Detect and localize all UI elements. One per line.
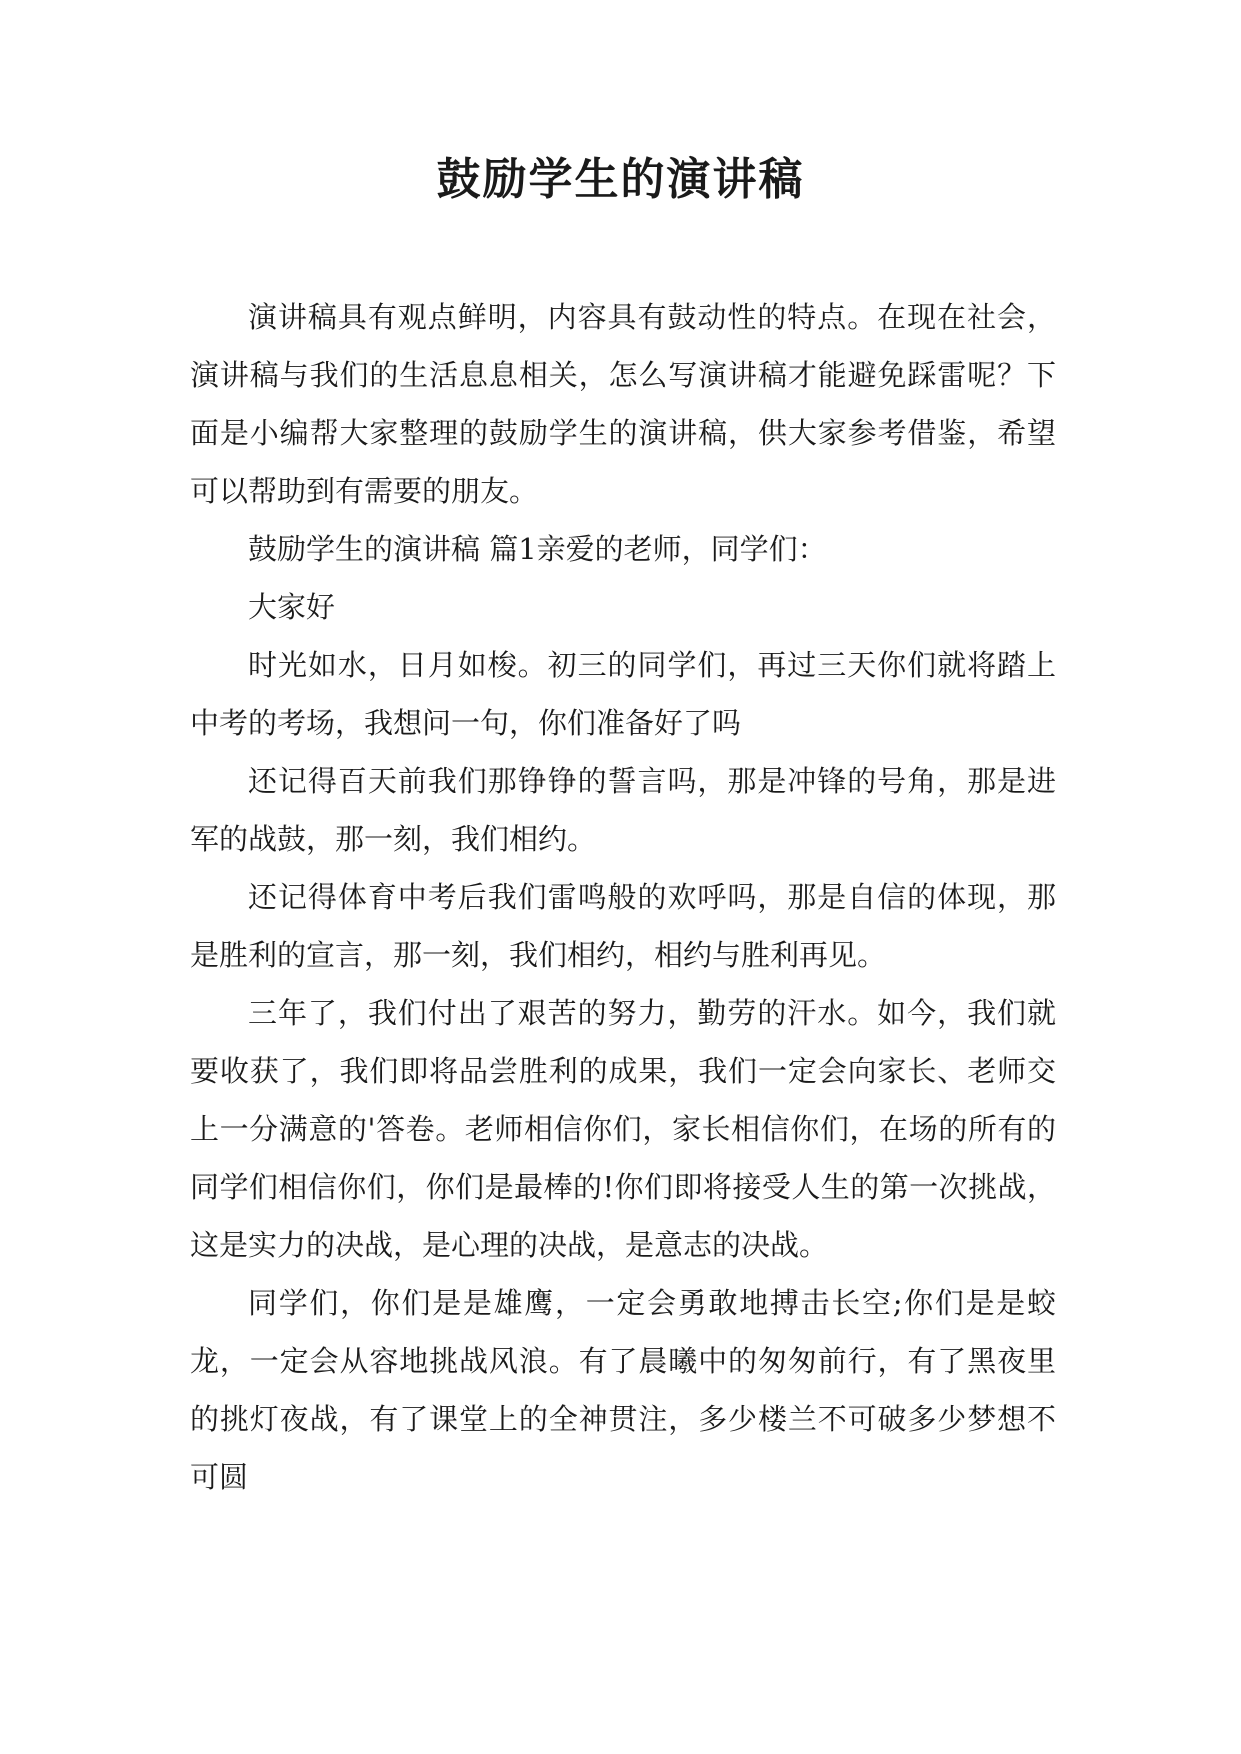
document-body	[190, 288, 1056, 1506]
paragraph-heading-salutation: 鼓励学生的演讲稿 篇1亲爱的老师，同学们：	[248, 532, 827, 566]
paragraph-pe-exam: 还记得体育中考后我们雷鸣般的欢呼吗，那是自信的体现，那是胜利的宣言，那一刻，我们相约，相约与胜利再见。	[190, 880, 1056, 972]
paragraph-greeting: 大家好	[248, 590, 336, 624]
paragraph-eagles: 同学们，你们是是雄鹰，一定会勇敢地搏击长空;你们是是蛟龙，一定会从容地挑战风浪。有了晨曦中的匆匆前行，有了黑夜里的挑灯夜战，有了课堂上的全神贯注，多少楼兰不可破多少梦想不可圆	[190, 1286, 1056, 1494]
paragraph-oath: 还记得百天前我们那铮铮的誓言吗，那是冲锋的号角，那是进军的战鼓，那一刻，我们相约。	[190, 764, 1056, 856]
document-title: 鼓励学生的演讲稿	[436, 154, 805, 205]
paragraph-intro: 演讲稿具有观点鲜明，内容具有鼓动性的特点。在现在社会，演讲稿与我们的生活息息相关，怎么写演讲稿才能避免踩雷呢？下面是小编帮大家整理的鼓励学生的演讲稿，供大家参考借鉴，希望可以帮助到有需要的朋友。	[190, 300, 1056, 508]
paragraph-three-years: 三年了，我们付出了艰苦的努力，勤劳的汗水。如今，我们就要收获了，我们即将品尝胜利的成果，我们一定会向家长、老师交上一分满意的'答卷。老师相信你们，家长相信你们，在场的所有的同学们相信你们，你们是最棒的!你们即将接受人生的第一次挑战，这是实力的决战，是心理的决战，是意志的决战。	[190, 996, 1056, 1262]
paragraph-time: 时光如水，日月如梭。初三的同学们，再过三天你们就将踏上中考的考场，我想问一句，你们准备好了吗	[190, 648, 1056, 740]
